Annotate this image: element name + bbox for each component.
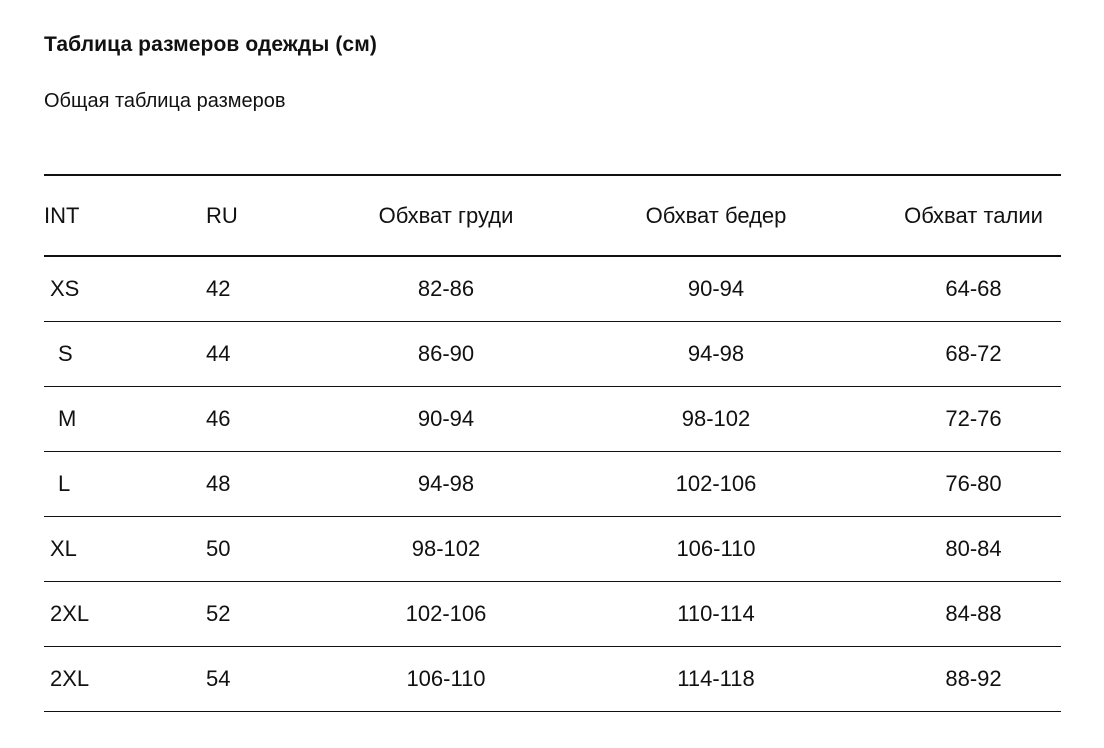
table-row bbox=[44, 647, 1061, 712]
cell-ru: 52 bbox=[206, 601, 231, 626]
cell-hips: 114-118 bbox=[677, 666, 755, 691]
cell-waist: 64-68 bbox=[945, 276, 1002, 301]
cell-ru: 48 bbox=[206, 471, 231, 496]
cell-int: 2XL bbox=[50, 666, 90, 691]
cell-waist: 80-84 bbox=[945, 536, 1002, 561]
column-header-hips: Обхват бедер bbox=[645, 202, 787, 228]
cell-hips: 94-98 bbox=[687, 341, 745, 366]
cell-waist: 72-76 bbox=[945, 406, 1002, 431]
cell-chest: 90-94 bbox=[417, 406, 475, 431]
size-table bbox=[44, 174, 1061, 712]
column-header-ru: RU bbox=[206, 202, 238, 228]
cell-hips: 98-102 bbox=[681, 406, 751, 431]
cell-int: M bbox=[58, 406, 77, 431]
cell-waist: 84-88 bbox=[945, 601, 1002, 626]
table-row bbox=[44, 517, 1061, 582]
cell-chest: 94-98 bbox=[417, 471, 475, 496]
cell-ru: 46 bbox=[206, 406, 231, 431]
column-header-chest: Обхват груди bbox=[378, 202, 514, 228]
table-row bbox=[44, 582, 1061, 647]
cell-chest: 82-86 bbox=[417, 276, 475, 301]
cell-chest: 98-102 bbox=[411, 536, 481, 561]
cell-int: XL bbox=[50, 536, 77, 561]
cell-chest: 102-106 bbox=[405, 601, 487, 626]
column-header-waist: Обхват талии bbox=[904, 202, 1043, 228]
cell-waist: 88-92 bbox=[945, 666, 1002, 691]
cell-hips: 102-106 bbox=[675, 471, 757, 496]
table-row bbox=[44, 452, 1061, 517]
cell-chest: 106-110 bbox=[406, 666, 486, 691]
cell-int: L bbox=[58, 471, 71, 496]
table-row bbox=[44, 256, 1061, 322]
table-header bbox=[44, 175, 1061, 256]
cell-hips: 106-110 bbox=[676, 536, 756, 561]
cell-int: XS bbox=[50, 276, 80, 301]
cell-int: S bbox=[58, 341, 73, 366]
table-row bbox=[44, 322, 1061, 387]
cell-ru: 42 bbox=[206, 276, 231, 301]
table-body bbox=[44, 256, 1061, 712]
page-title: Таблица размеров одежды (см) bbox=[44, 33, 377, 56]
cell-hips: 110-114 bbox=[677, 601, 755, 626]
table-header-row bbox=[44, 175, 1061, 256]
cell-hips: 90-94 bbox=[687, 276, 745, 301]
cell-waist: 68-72 bbox=[945, 341, 1002, 366]
cell-chest: 86-90 bbox=[417, 341, 475, 366]
table-row bbox=[44, 387, 1061, 452]
cell-int: 2XL bbox=[50, 601, 90, 626]
page-subtitle: Общая таблица размеров bbox=[44, 90, 286, 112]
cell-waist: 76-80 bbox=[945, 471, 1002, 496]
cell-ru: 44 bbox=[206, 341, 231, 366]
cell-ru: 54 bbox=[206, 666, 231, 691]
column-header-int: INT bbox=[44, 202, 80, 228]
cell-ru: 50 bbox=[206, 536, 231, 561]
